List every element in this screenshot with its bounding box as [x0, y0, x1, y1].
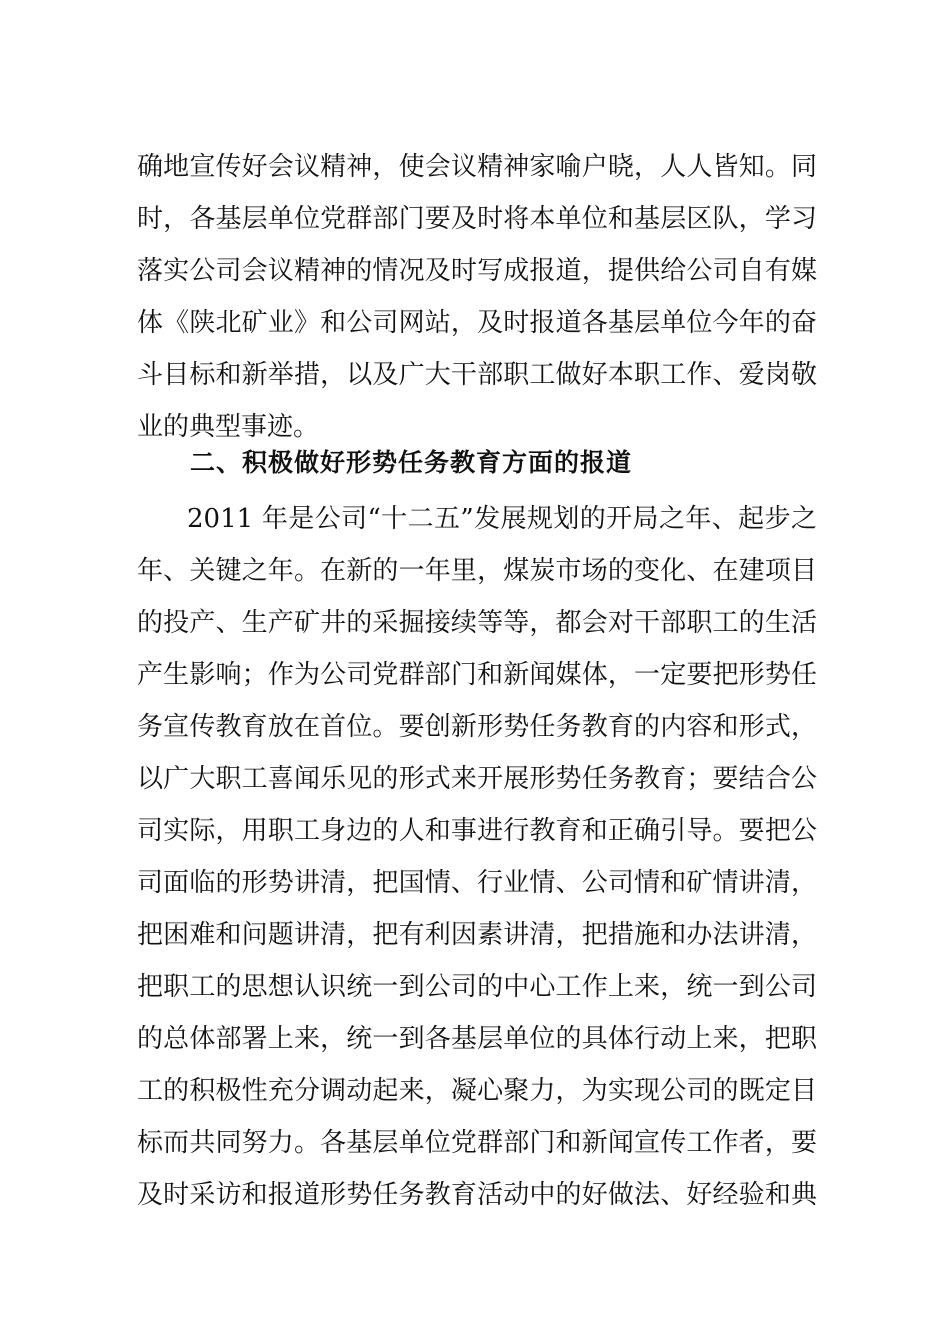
text-line: 把职工的思想认识统一到公司的中心工作上来，统一到公司: [137, 972, 817, 1002]
text-line: 斗目标和新举措，以及广大干部职工做好本职工作、爱岗敬: [137, 360, 817, 390]
text-line: 以广大职工喜闻乐见的形式来开展形势任务教育；要结合公: [137, 764, 817, 794]
text-line: 体《陕北矿业》和公司网站，及时报道各基层单位今年的奋: [137, 308, 817, 338]
text-line: 标而共同努力。各基层单位党群部门和新闻宣传工作者，要: [137, 1128, 817, 1158]
text-line: 2011 年是公司“十二五”发展规划的开局之年、起步之: [187, 504, 817, 534]
text-line: 落实公司会议精神的情况及时写成报道，提供给公司自有媒: [137, 256, 817, 286]
text-line: 司实际，用职工身边的人和事进行教育和正确引导。要把公: [137, 816, 817, 846]
text-line: 确地宣传好会议精神，使会议精神家喻户晓，人人皆知。同: [137, 152, 817, 182]
text-line: 产生影响；作为公司党群部门和新闻媒体，一定要把形势任: [137, 660, 817, 690]
text-line: 业的典型事迹。: [137, 412, 320, 442]
text-line: 工的积极性充分调动起来，凝心聚力，为实现公司的既定目: [137, 1076, 817, 1106]
text-line: 把困难和问题讲清，把有利因素讲清，把措施和办法讲清，: [137, 920, 817, 950]
text-line: 时，各基层单位党群部门要及时将本单位和基层区队，学习: [137, 204, 817, 234]
paragraph-meeting-spirit: [137, 141, 817, 453]
text-line: 的投产、生产矿井的采掘接续等等，都会对干部职工的生活: [137, 608, 817, 638]
text-line: 及时采访和报道形势任务教育活动中的好做法、好经验和典: [137, 1180, 817, 1210]
text-line: 年、关键之年。在新的一年里，煤炭市场的变化、在建项目: [137, 556, 817, 586]
section-heading: 二、积极做好形势任务教育方面的报道: [190, 448, 633, 477]
text-line: 司面临的形势讲清，把国情、行业情、公司情和矿情讲清，: [137, 868, 817, 898]
paragraph-situation-education: [137, 493, 817, 1221]
text-line: 的总体部署上来，统一到各基层单位的具体行动上来，把职: [137, 1024, 817, 1054]
text-line: 务宣传教育放在首位。要创新形势任务教育的内容和形式，: [137, 712, 817, 742]
